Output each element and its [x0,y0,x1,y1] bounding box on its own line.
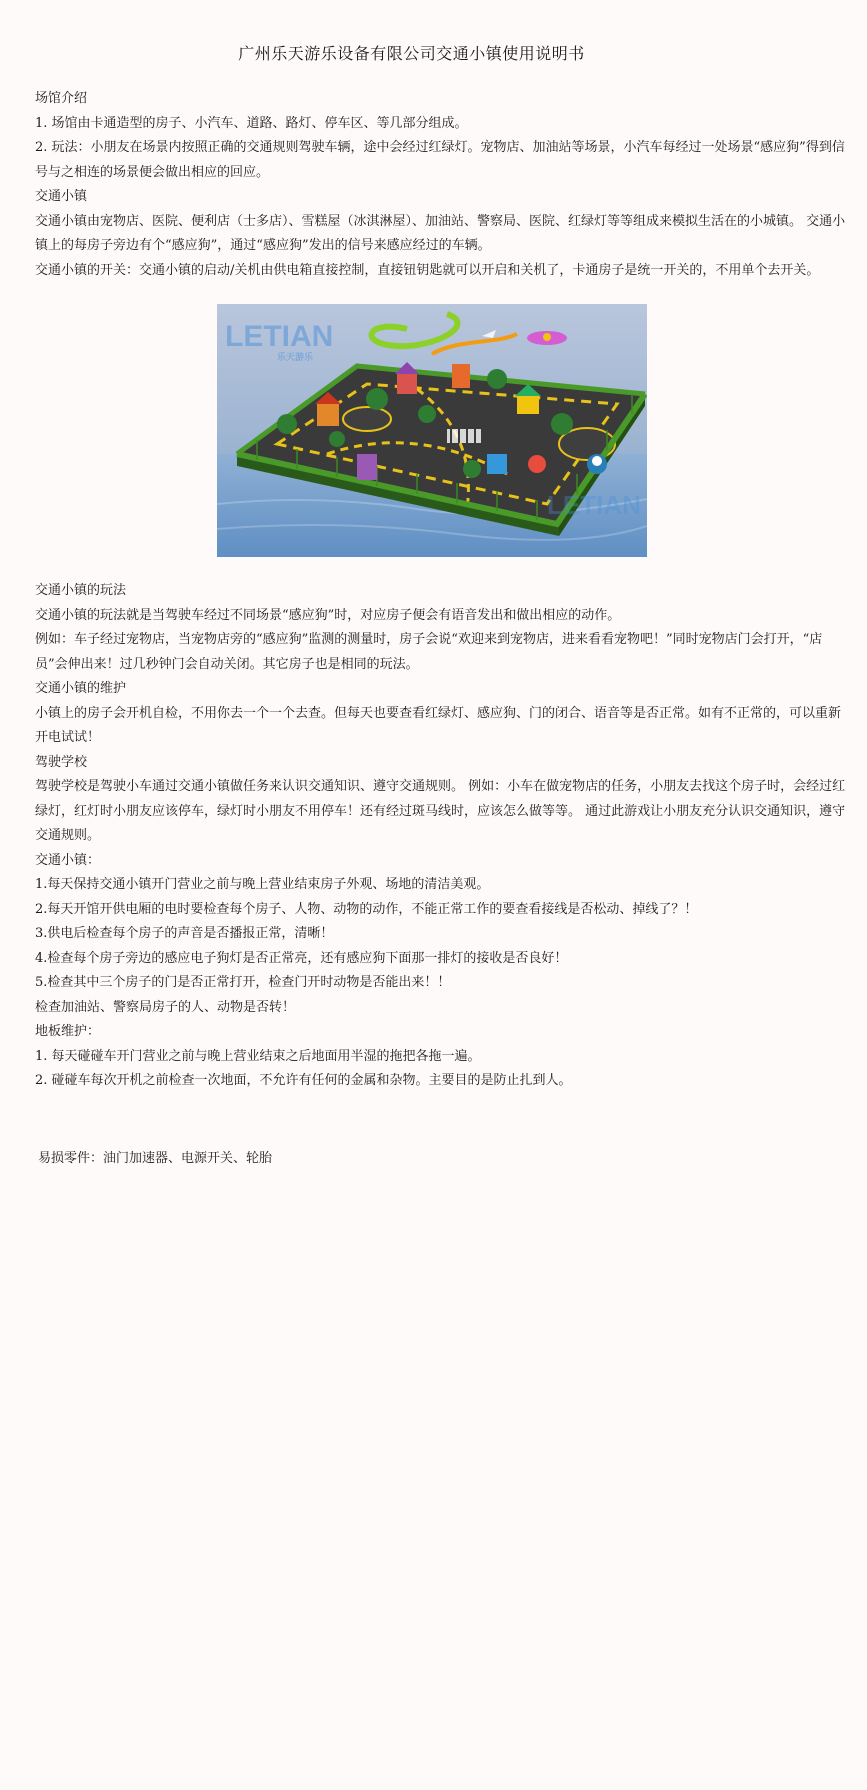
list-item: 3.供电后检查每个房子的声音是否播报正常，清晰！ [35,926,334,941]
wear-parts-note: 易损零件：油门加速器、电源开关、轮胎 [38,1151,273,1166]
paragraph: 小镇上的房子会开机自检，不用你去一个一个去查。但每天也要查看红绿灯、感应狗、门的闭合、语音等是否正常。如有不正常的，可以重新开电试试！ [35,705,842,745]
list-item: 2.每天开馆开供电厢的电时要检查每个房子、人物、动物的动作，不能正常工作的要查看接线是否松动、掉线了？！ [35,901,698,917]
heading-floor-maintenance: 地板维护： [35,1024,101,1039]
paragraph: 驾驶学校是驾驶小车通过交通小镇做任务来认识交通知识、遵守交通规则。 例如：小车在做宠物店的任务，小朋友去找这个房子时，会经过红绿灯，红灯时小朋友应该停车，绿灯时小朋友不用停车！还有经过斑马线时，应该怎么做等等。 通过此游戏让小朋友充分认识交通知识，遵守交通规则。 [35,779,846,843]
watermark-logo-2: LETIAN [547,490,641,520]
paragraph: 1. 场馆由卡通造型的房子、小汽车、道路、路灯、停车区、等几部分组成。 [35,115,468,131]
paragraph: 2. 玩法：小朋友在场景内按照正确的交通规则驾驶车辆，途中会经过红绿灯。宠物店、加油站等场景，小汽车每经过一处场景“感应狗”得到信号与之相连的场景便会做出相应的回应。 [35,140,845,180]
document-title: 广州乐天游乐设备有限公司交通小镇使用说明书 [238,44,585,63]
heading-maintenance: 交通小镇的维护 [35,681,127,696]
list-item: 1. 每天碰碰车开门营业之前与晚上营业结束之后地面用半湿的拖把各拖一遍。 [35,1048,481,1064]
section-gameplay [35,579,847,1094]
section-intro [35,87,847,283]
heading-traffic-town: 交通小镇 [35,189,88,204]
list-item: 1.每天保持交通小镇开门营业之前与晚上营业结束房子外观、场地的清洁美观。 [35,877,490,892]
heading-venue-intro: 场馆介绍 [35,91,88,106]
paragraph: 交通小镇的玩法就是当驾驶车经过不同场景“感应狗”时，对应房子便会有语音发出和做出相应的动作。 [35,607,621,623]
list-item: 检查加油站、警察局房子的人、动物是否转！ [35,999,296,1015]
traffic-town-photo [217,304,647,557]
paragraph: 交通小镇的开关：交通小镇的启动/关机由供电箱直接控制，直接钮钥匙就可以开启和关机了，卡通房子是统一开关的，不用单个去开关。 [35,262,820,278]
heading-driving-school: 驾驶学校 [35,754,88,770]
heading-traffic-town-checklist: 交通小镇： [35,852,101,868]
list-item: 2. 碰碰车每次开机之前检查一次地面，不允许有任何的金属和杂物。主要目的是防止扎到人。 [35,1073,572,1088]
watermark-logo: LETIAN [225,320,334,353]
watermark-logo-subtext: 乐天游乐 [277,352,314,362]
paragraph: 例如：车子经过宠物店，当宠物店旁的“感应狗”监测的测量时，房子会说“欢迎来到宠物店，进来看看宠物吧！”同时宠物店门会打开，“店员”会伸出来！过几秒钟门会自动关闭。其它房子也是相同的玩法。 [35,632,823,672]
paragraph: 交通小镇由宠物店、医院、便利店（士多店）、雪糕屋（冰淇淋屋）、加油站、警察局、医院、红绿灯等等组成来模拟生活在的小城镇。 交通小镇上的每房子旁边有个“感应狗”，通过“感应狗”发出的信号来感应经过的车辆。 [35,213,846,253]
list-item: 4.检查每个房子旁边的感应电子狗灯是否正常亮，还有感应狗下面那一排灯的接收是否良好！ [35,950,568,966]
heading-gameplay: 交通小镇的玩法 [35,583,127,598]
list-item: 5.检查其中三个房子的门是否正常打开，检查门开时动物是否能出来！！ [35,975,451,990]
